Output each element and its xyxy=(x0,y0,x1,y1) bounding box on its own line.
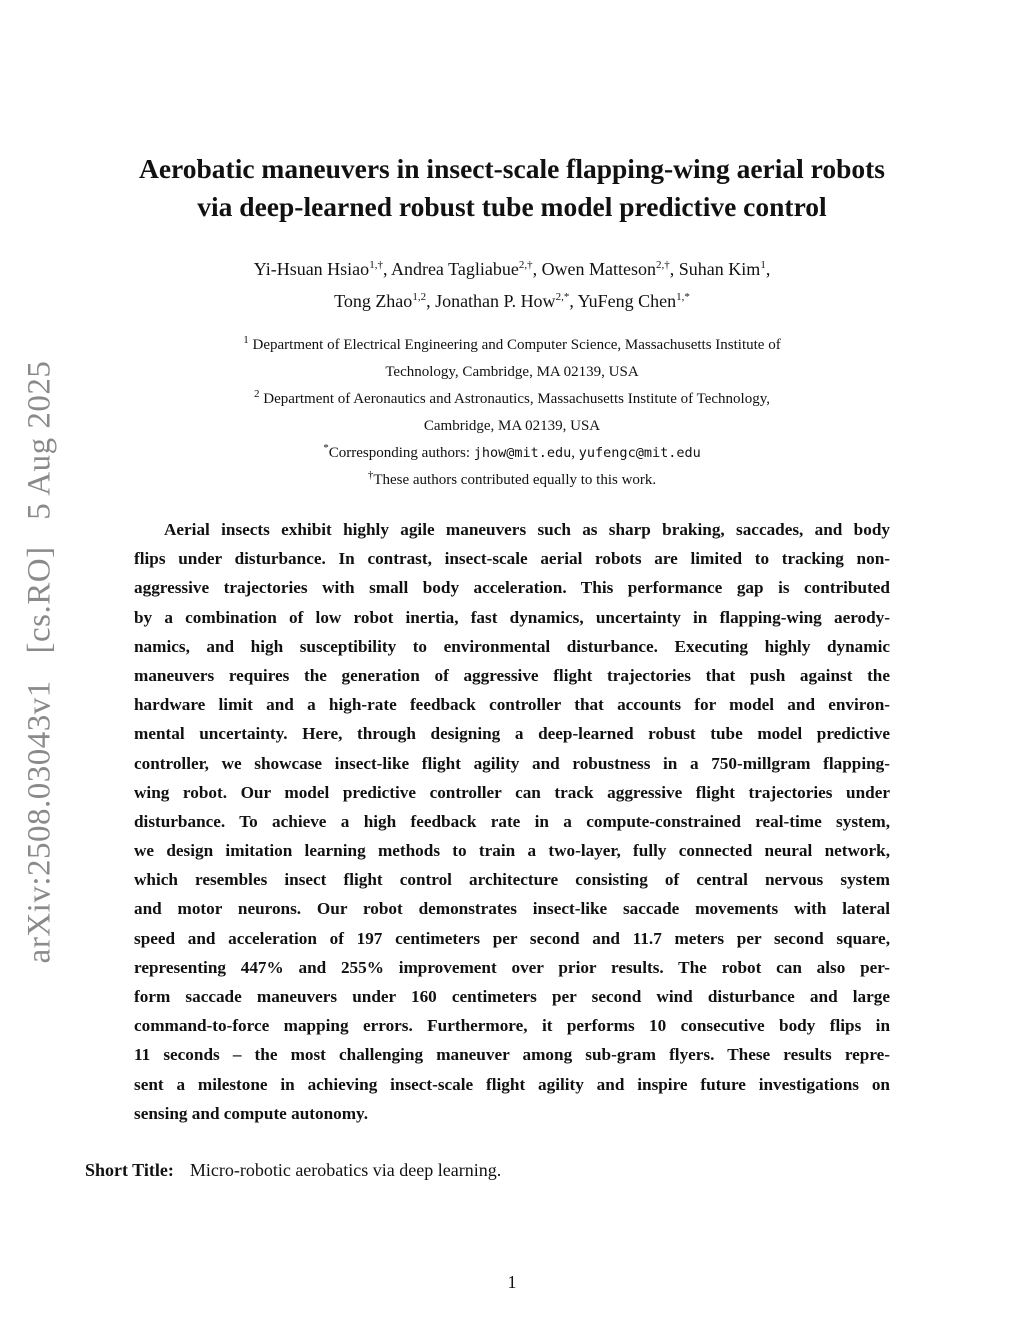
author-name: Tong Zhao xyxy=(334,291,413,311)
abstract-line: namics, and high susceptibility to environmental disturbance. Executing highly dynamic xyxy=(134,636,890,656)
affiliation-mark: 1 xyxy=(243,334,249,346)
abstract-line: mental uncertainty. Here, through designing a deep-learned robust tube model predictive xyxy=(134,724,890,744)
author-name: Suhan Kim xyxy=(678,259,761,279)
corresponding-authors: *Corresponding authors: jhow@mit.edu, yufengc@mit.edu xyxy=(323,442,701,461)
affiliations xyxy=(150,332,874,494)
arxiv-side-stamp xyxy=(22,352,59,973)
email-link[interactable]: jhow@mit.edu xyxy=(473,445,572,461)
abstract xyxy=(134,515,890,1128)
equal-contribution-note xyxy=(150,467,874,494)
affiliation-2-line xyxy=(150,386,874,413)
arxiv-category: [cs.RO] xyxy=(21,546,58,654)
equal-contribution-text: These authors contributed equally to this work. xyxy=(373,472,657,488)
abstract-line: and motor neurons. Our robot demonstrates insect-like saccade movements with lateral xyxy=(134,899,890,919)
title-line: via deep-learned robust tube model predictive control xyxy=(197,191,827,222)
affiliation-text: Department of Aeronautics and Astronautics, Massachusetts Institute of Technology, xyxy=(263,391,770,407)
abstract-line: which resembles insect flight control architecture consisting of central nervous system xyxy=(134,870,890,890)
author-name: YuFeng Chen xyxy=(577,291,677,311)
author-affil-mark: 1,* xyxy=(676,291,690,303)
affiliation-2-line: Cambridge, MA 02139, USA xyxy=(423,418,601,434)
abstract-line: sent a milestone in achieving insect-scale flight agility and inspire future investigations on xyxy=(134,1074,890,1094)
author-affil-mark: 1,2 xyxy=(412,291,427,303)
abstract-line: we design imitation learning methods to train a two-layer, fully connected neural network, xyxy=(134,841,890,861)
abstract-line: wing robot. Our model predictive controller can track aggressive flight trajectories under xyxy=(134,782,890,802)
affiliation-text: Department of Electrical Engineering and Computer Science, Massachusetts Institute of xyxy=(252,337,781,353)
arxiv-id: arXiv:2508.03043v1 xyxy=(21,680,58,964)
author-line: Yi-Hsuan Hsiao$^{1,\dagger}$, Andrea Tagliabue$^{2,\dagger}$, Owen Matteson$^{2,\dagger}$, Suhan Kim$^1$, xyxy=(253,259,771,279)
author-name: Andrea Tagliabue xyxy=(390,259,519,279)
author-line: Tong Zhao$^{1,2}$, Jonathan P. How$^{2,*}$, YuFeng Chen$^{1,*}$ xyxy=(334,291,690,311)
abstract-line: form saccade maneuvers under 160 centimeters per second wind disturbance and large xyxy=(134,987,890,1006)
email-link[interactable]: yufengc@mit.edu xyxy=(578,445,701,461)
abstract-line: Aerial insects exhibit highly agile maneuvers such as sharp braking, saccades, and body xyxy=(164,520,890,539)
abstract-line: sensing and compute autonomy. xyxy=(134,1103,368,1123)
short-title-value: Micro-robotic aerobatics via deep learning. xyxy=(189,1160,502,1180)
abstract-line: by a combination of low robot inertia, fast dynamics, uncertainty in flapping-wing aerody- xyxy=(134,607,890,627)
affiliation-1-line: Technology, Cambridge, MA 02139, USA xyxy=(385,364,639,380)
equal-contribution-mark: † xyxy=(367,469,374,481)
abstract-line: aggressive trajectories with small body acceleration. This performance gap is contributed xyxy=(134,578,890,598)
author-name: Yi-Hsuan Hsiao xyxy=(253,259,370,279)
author-affil-mark: 2,† xyxy=(518,259,533,271)
abstract-line: hardware limit and a high-rate feedback controller that accounts for model and environ- xyxy=(134,695,890,715)
short-title-label: Short Title: xyxy=(85,1160,174,1180)
abstract-line: disturbance. To achieve a high feedback rate in a compute-constrained real-time system, xyxy=(134,811,890,831)
abstract-line: command-to-force mapping errors. Furthermore, it performs 10 consecutive body flips in xyxy=(134,1016,890,1036)
abstract-line: flips under disturbance. In contrast, insect-scale aerial robots are limited to tracking non- xyxy=(134,549,890,569)
title-line: Aerobatic maneuvers in insect-scale flapping-wing aerial robots xyxy=(138,153,886,184)
affiliation-1-line xyxy=(150,332,874,359)
page-number: 1 xyxy=(507,1272,517,1292)
affiliation-mark: 2 xyxy=(253,388,260,400)
author-affil-mark: 1 xyxy=(760,259,766,271)
author-list xyxy=(140,253,884,317)
abstract-line: representing 447% and 255% improvement over prior results. The robot can also per- xyxy=(134,957,890,977)
author-affil-mark: 2,* xyxy=(555,291,570,303)
corresponding-label: Corresponding authors: xyxy=(328,445,470,461)
author-affil-mark: 1,† xyxy=(369,259,383,271)
paper-title xyxy=(100,150,924,226)
arxiv-date: 5 Aug 2025 xyxy=(21,360,58,520)
abstract-line: 11 seconds – the most challenging maneuver among sub-gram flyers. These results repre- xyxy=(134,1045,890,1065)
author-affil-mark: 2,† xyxy=(656,259,670,271)
abstract-line: speed and acceleration of 197 centimeters per second and 11.7 meters per second square, xyxy=(134,928,890,948)
author-name: Jonathan P. How xyxy=(435,291,556,311)
abstract-line: controller, we showcase insect-like flight agility and robustness in a 750-millgram flapping- xyxy=(134,753,890,773)
short-title xyxy=(85,1160,501,1181)
corresponding-mark: * xyxy=(323,442,329,454)
abstract-line: maneuvers requires the generation of aggressive flight trajectories that push against the xyxy=(134,665,890,685)
author-name: Owen Matteson xyxy=(541,259,657,279)
